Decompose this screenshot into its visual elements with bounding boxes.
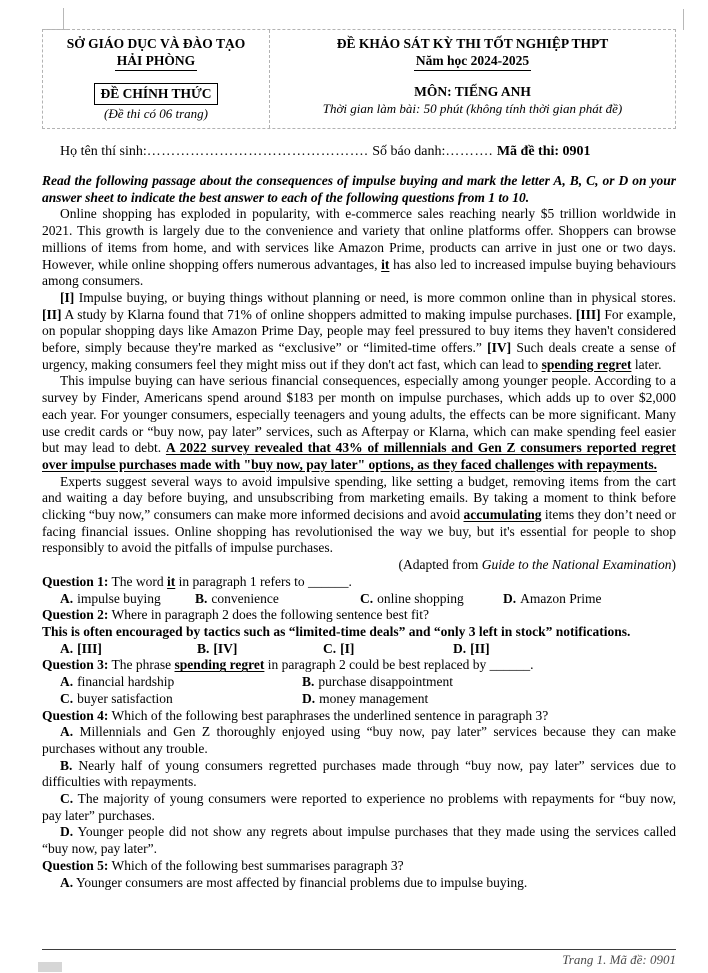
passage-paragraph-4: Experts suggest several ways to avoid impulsive spending, like setting a budget, removing items from the cart and waiting a day before buying, and unsubscribing from marketing emails. By taking a moment to think before clicking “buy now,” consumers can make more informed decisions and avoid accumulating items they don’t need or facing financial issues. Online shopping has revolutionised the way we buy, but it's essential for people to shop responsibly to avoid the pitfalls of impulse purchases.: [42, 473, 676, 556]
question-2: Question 2: Where in paragraph 2 does the following sentence best fit?: [42, 607, 430, 623]
next-page-artifact: [38, 962, 62, 972]
header-right-cell: [269, 30, 675, 128]
question-5-label: Question 5:: [42, 857, 109, 873]
exam-title: ĐỀ KHẢO SÁT KỲ THI TỐT NGHIỆP THPT: [336, 36, 609, 51]
question-3-options: [42, 674, 676, 707]
candidate-number-blank: ……….: [445, 144, 497, 159]
passage-source: (Adapted from Guide to the National Examination): [398, 557, 676, 573]
passage-directions: Read the following passage about the consequences of impulse buying and mark the letter A, B, C, or D on your answer sheet to indicate the best answer to each of the following questions from 1 to 10.: [42, 173, 676, 205]
province-name: HẢI PHÒNG: [115, 52, 197, 71]
option-a: A. impulse buying: [60, 590, 161, 606]
page-content: [42, 0, 676, 891]
source-title: Guide to the National Examination: [481, 557, 672, 573]
question-1-label: Question 1:: [42, 573, 109, 589]
question-5-option-a: A. Younger consumers are most affected by financial problems due to impulse buying.: [60, 874, 528, 890]
question-5: Question 5: Which of the following best summarises paragraph 3?: [42, 857, 404, 873]
option-c: C. online shopping: [360, 590, 464, 606]
exam-header-table: [42, 29, 676, 129]
question-1-options: [42, 591, 676, 608]
question-4-label: Question 4:: [42, 707, 109, 723]
question-2-label: Question 2:: [42, 607, 109, 623]
option-c: C. [I]: [323, 640, 355, 656]
option-a: A. financial hardship: [60, 674, 175, 690]
option-b: B. [IV]: [197, 640, 238, 656]
page-number-note: Trang 1. Mã đề: 0901: [562, 952, 676, 967]
pages-note: (Đề thi có 06 trang): [104, 106, 208, 121]
school-year: Năm học 2024-2025: [414, 52, 531, 71]
passage-paragraph-2: [I] Impulse buying, or buying things without planning or need, is more common online than in physical stores. [II] A study by Klarna found that 71% of online shoppers admitted to making impulse purchases. [III] For example, on popular shopping days like Amazon Prime Day, people may feel pressured to buy items they haven't considered before, simply because they're marked as “exclusive” or “limited-time offers.” [IV] Such deals create a sense of urgency, making consumers feel they might miss out if they don't act fast, which can lead to spending regret later.: [42, 289, 676, 372]
question-4: Question 4: Which of the following best paraphrases the underlined sentence in paragraph 3?: [42, 707, 549, 723]
question-4-option-c: C. The majority of young consumers were reported to experience no problems with repayments for “buy now, pay later” purchases.: [42, 791, 676, 823]
passage-paragraph-1: Online shopping has exploded in popularity, with e-commerce sales reaching nearly $5 trillion worldwide in 2021. This growth is largely due to the convenience and variety that online platforms offer. Shoppers can browse millions of items from home, and with services like Amazon Prime, products can arrive in just one or two days. However, while online shopping offers numerous advantages, it has also led to increased impulse buying behaviours among consumers.: [42, 206, 677, 289]
table-anchor-mark: [683, 9, 684, 30]
question-4-option-d: D. Younger people did not show any regrets about impulse purchases that they made using the services called “buy now, pay later”.: [42, 824, 677, 857]
exam-code: Mã đề thi: 0901: [496, 144, 591, 159]
duration-note: Thời gian làm bài: 50 phút (không tính thời gian phát đề): [322, 101, 623, 116]
option-d: D. Amazon Prime: [503, 590, 602, 606]
question-2-options: [42, 641, 676, 658]
question-4-option-b: B. Nearly half of young consumers regretted purchases made through “buy now, pay later” services due to difficulties with repayments.: [42, 757, 677, 790]
option-c: C. buyer satisfaction: [60, 690, 173, 706]
option-d: D. [II]: [453, 640, 490, 656]
candidate-name-label: Họ tên thí sinh:: [60, 144, 147, 159]
candidate-number-label: Số báo danh:: [372, 144, 446, 159]
option-d: D. money management: [302, 690, 429, 706]
header-left-cell: [43, 30, 269, 128]
question-3: Question 3: The phrase spending regret in paragraph 2 could be best replaced by ______.: [42, 657, 534, 673]
candidate-info-line: [42, 143, 676, 161]
question-2-fit-sentence: This is often encouraged by tactics such as “limited-time deals” and “only 3 left in stock” notifications.: [42, 623, 631, 639]
official-exam-badge: ĐỀ CHÍNH THỨC: [94, 83, 217, 105]
subject-line: MÔN: TIẾNG ANH: [414, 84, 531, 99]
option-b: B. purchase disappointment: [302, 674, 453, 690]
candidate-name-blank: ……………………………………….: [146, 144, 373, 159]
passage-paragraph-3: This impulse buying can have serious financial consequences, especially among younger people. According to a survey by Finder, Americans spend around $183 per month on impulse purchases, which adds up to over $2,000 each year. For younger consumers, especially teenagers and young adults, the effects can be more significant. Many use credit cards or “buy now, pay later” services, such as Afterpay or Klarna, which can make spending feel easier but may lead to debt. A 2022 survey revealed that 43% of millennials and Gen Z consumers reported regret over impulse purchases made with "buy now, pay later" options, as they faced challenges with repayments.: [42, 373, 676, 472]
page-footer: [42, 949, 676, 968]
option-a: A. [III]: [60, 640, 102, 656]
department-name: SỞ GIÁO DỤC VÀ ĐÀO TẠO: [66, 36, 246, 51]
question-1: Question 1: The word it in paragraph 1 refers to ______.: [42, 573, 352, 589]
question-4-option-a: A. Millennials and Gen Z thoroughly enjoyed using “buy now, pay later” services because they can make purchases without any trouble.: [42, 724, 677, 756]
question-3-label: Question 3:: [42, 657, 109, 673]
option-b: B. convenience: [195, 590, 279, 606]
